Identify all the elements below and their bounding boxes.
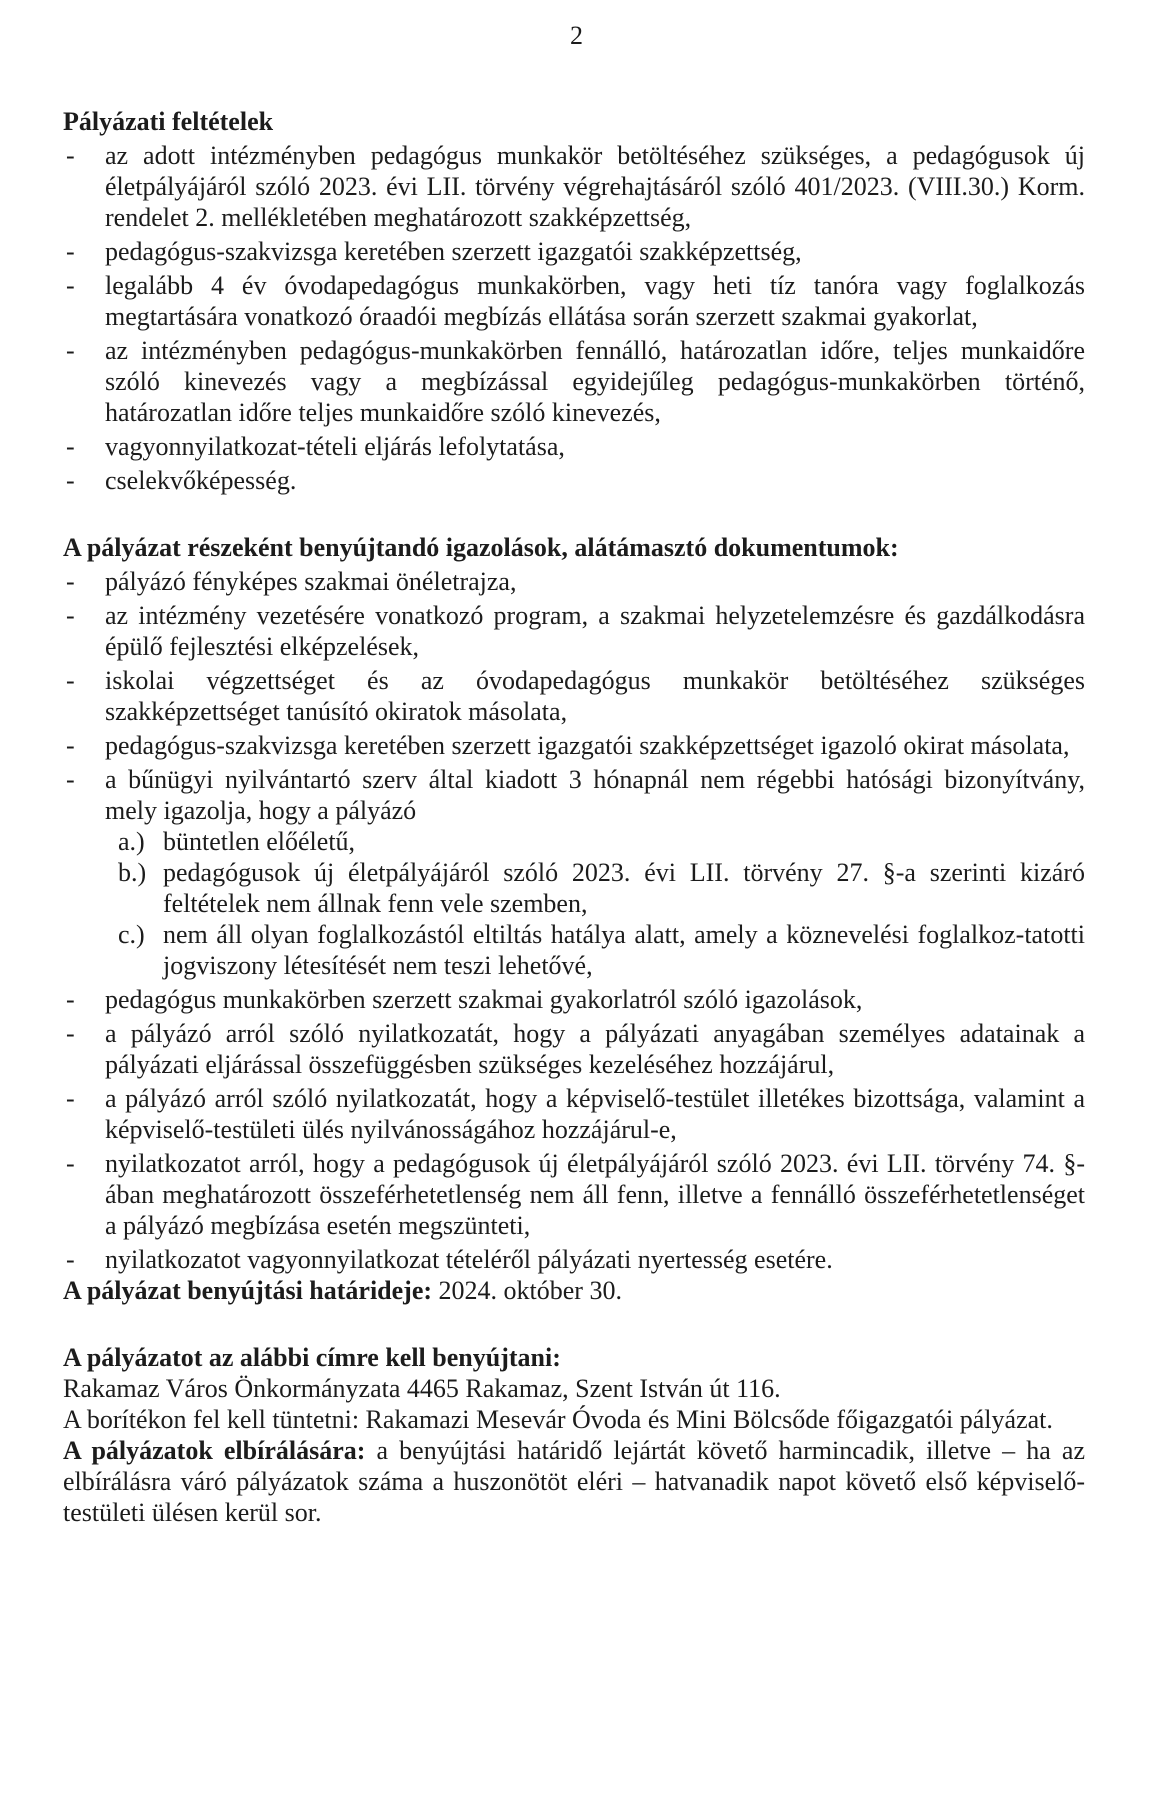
submission-title: A pályázatot az alábbi címre kell benyújtani: — [63, 1343, 561, 1372]
bullet-marker: - — [66, 466, 75, 495]
document-item — [63, 566, 1085, 597]
sub-item-text: büntetlen előéletű, — [163, 827, 356, 856]
bullet-marker: - — [66, 432, 75, 461]
bullet-marker: - — [66, 567, 75, 596]
document-item-text: a pályázó arról szóló nyilatkozatát, hogy a pályázati anyagában személyes adatainak a pályázati eljárással összefüggésben szükséges kezeléséhez hozzájárul, — [105, 1019, 1085, 1079]
bullet-marker: - — [66, 601, 75, 630]
bullet-marker: - — [66, 731, 75, 760]
section-documents-title: A pályázat részeként benyújtandó igazolások, alátámasztó dokumentumok: — [63, 533, 899, 562]
document-item — [63, 730, 1085, 761]
condition-item — [63, 335, 1085, 428]
document-sub-item — [118, 826, 1085, 857]
section-documents — [63, 532, 1085, 1275]
bullet-marker: - — [66, 141, 75, 170]
bullet-marker: - — [66, 336, 75, 365]
bullet-marker: - — [66, 1149, 75, 1178]
section-conditions-title: Pályázati feltételek — [63, 107, 274, 136]
condition-item — [63, 236, 1085, 267]
document-item-text: az intézmény vezetésére vonatkozó program, a szakmai helyzetelemzésre és gazdálkodásra épülő fejlesztési elképzelések, — [105, 601, 1085, 661]
bullet-marker: - — [66, 765, 75, 794]
bullet-marker: - — [66, 1245, 75, 1274]
evaluation-text: a benyújtási határidő lejártát követő harmincadik, illetve – ha az elbírálásra váró pályázatok száma a huszonötöt eléri – hatvanadik napot követő első képviselő-testületi ülésen kerül sor. — [63, 1436, 1085, 1527]
bullet-marker: - — [66, 271, 75, 300]
document-sub-item — [118, 919, 1085, 981]
sub-item-marker: c.) — [118, 920, 145, 949]
documents-list — [63, 566, 1085, 1275]
document-sub-item — [118, 857, 1085, 919]
page-number: 2 — [570, 21, 583, 50]
condition-item-text: legalább 4 év óvodapedagógus munkakörben, vagy heti tíz tanóra vagy foglalkozás megtartására vonatkozó óraadói megbízás ellátása során szerzett szakmai gyakorlat, — [105, 271, 1085, 331]
sub-item-marker: a.) — [118, 827, 145, 856]
document-item — [63, 1244, 1085, 1275]
document-item — [63, 1148, 1085, 1241]
document-item — [63, 1083, 1085, 1145]
document-item-text: nyilatkozatot arról, hogy a pedagógusok új életpályájáról szóló 2023. évi LII. törvény 74. §-ában meghatározott összeférhetetlenség nem áll fenn, illetve a fennálló összeférhetetlenséget a pályázó megbízása esetén megszünteti, — [105, 1149, 1085, 1240]
document-item-text: nyilatkozatot vagyonnyilatkozat tételéről pályázati nyertesség esetére. — [105, 1245, 833, 1274]
condition-item-text: pedagógus-szakvizsga keretében szerzett igazgatói szakképzettség, — [105, 237, 802, 266]
sub-item-marker: b.) — [118, 858, 147, 887]
condition-item — [63, 270, 1085, 332]
deadline-label: A pályázat benyújtási határideje: — [63, 1276, 433, 1305]
bullet-marker: - — [66, 985, 75, 1014]
bullet-marker: - — [66, 1084, 75, 1113]
document-item — [63, 665, 1085, 727]
section-conditions — [63, 106, 1085, 496]
section-submission — [63, 1342, 1085, 1435]
sub-item-text: nem áll olyan foglalkozástól eltiltás hatálya alatt, amely a köznevelési foglalkoz-tatotti jogviszony létesítését nem teszi lehetővé, — [163, 920, 1085, 980]
condition-item — [63, 465, 1085, 496]
document-item-text: a bűnügyi nyilvántartó szerv által kiadott 3 hónapnál nem régebbi hatósági bizonyítvány, mely igazolja, hogy a pályázó — [105, 765, 1085, 825]
document-item-text: pedagógus-szakvizsga keretében szerzett igazgatói szakképzettséget igazoló okirat másolata, — [105, 731, 1070, 760]
condition-item — [63, 431, 1085, 462]
condition-item-text: az intézményben pedagógus-munkakörben fennálló, határozatlan időre, teljes munkaidőre szóló kinevezés vagy a megbízással egyidejűleg pedagógus-munkakörben történő, határozatlan időre teljes munkaidőre szóló kinevezés, — [105, 336, 1085, 427]
submission-envelope-note: A borítékon fel kell tüntetni: Rakamazi Mesevár Óvoda és Mini Bölcsőde főigazgatói pályázat. — [63, 1405, 1053, 1434]
condition-item-text: vagyonnyilatkozat-tételi eljárás lefolytatása, — [105, 432, 565, 461]
conditions-list — [63, 140, 1085, 496]
document-item-text: pedagógus munkakörben szerzett szakmai gyakorlatról szóló igazolások, — [105, 985, 863, 1014]
bullet-marker: - — [66, 666, 75, 695]
deadline-paragraph — [63, 1275, 1085, 1306]
bullet-marker: - — [66, 1019, 75, 1048]
condition-item-text: az adott intézményben pedagógus munkakör betöltéséhez szükséges, a pedagógusok új életpályájáról szóló 2023. évi LII. törvény végrehajtásáról szóló 401/2023. (VIII.30.) Korm. rendelet 2. mellékletében meghatározott szakképzettség, — [105, 141, 1085, 232]
bullet-marker: - — [66, 237, 75, 266]
deadline-value: 2024. október 30. — [432, 1276, 622, 1305]
condition-item — [63, 140, 1085, 233]
document-item-text: a pályázó arról szóló nyilatkozatát, hogy a képviselő-testület illetékes bizottsága, valamint a képviselő-testületi ülés nyilvánosságához hozzájárul-e, — [105, 1084, 1085, 1144]
submission-address: Rakamaz Város Önkormányzata 4465 Rakamaz, Szent István út 116. — [63, 1374, 781, 1403]
document-item — [63, 984, 1085, 1015]
evaluation-paragraph — [63, 1435, 1085, 1528]
document-content — [0, 51, 1153, 1528]
document-item — [63, 1018, 1085, 1080]
document-item — [63, 764, 1085, 981]
document-item — [63, 600, 1085, 662]
document-item-text: pályázó fényképes szakmai önéletrajza, — [105, 567, 517, 596]
sub-item-text: pedagógusok új életpályájáról szóló 2023. évi LII. törvény 27. §-a szerinti kizáró feltételek nem állnak fenn vele szemben, — [163, 858, 1085, 918]
evaluation-label: A pályázatok elbírálására: — [63, 1436, 366, 1465]
document-item-text: iskolai végzettséget és az óvodapedagógus munkakör betöltéséhez szükséges szakképzettséget tanúsító okiratok másolata, — [105, 666, 1085, 726]
condition-item-text: cselekvőképesség. — [105, 466, 297, 495]
